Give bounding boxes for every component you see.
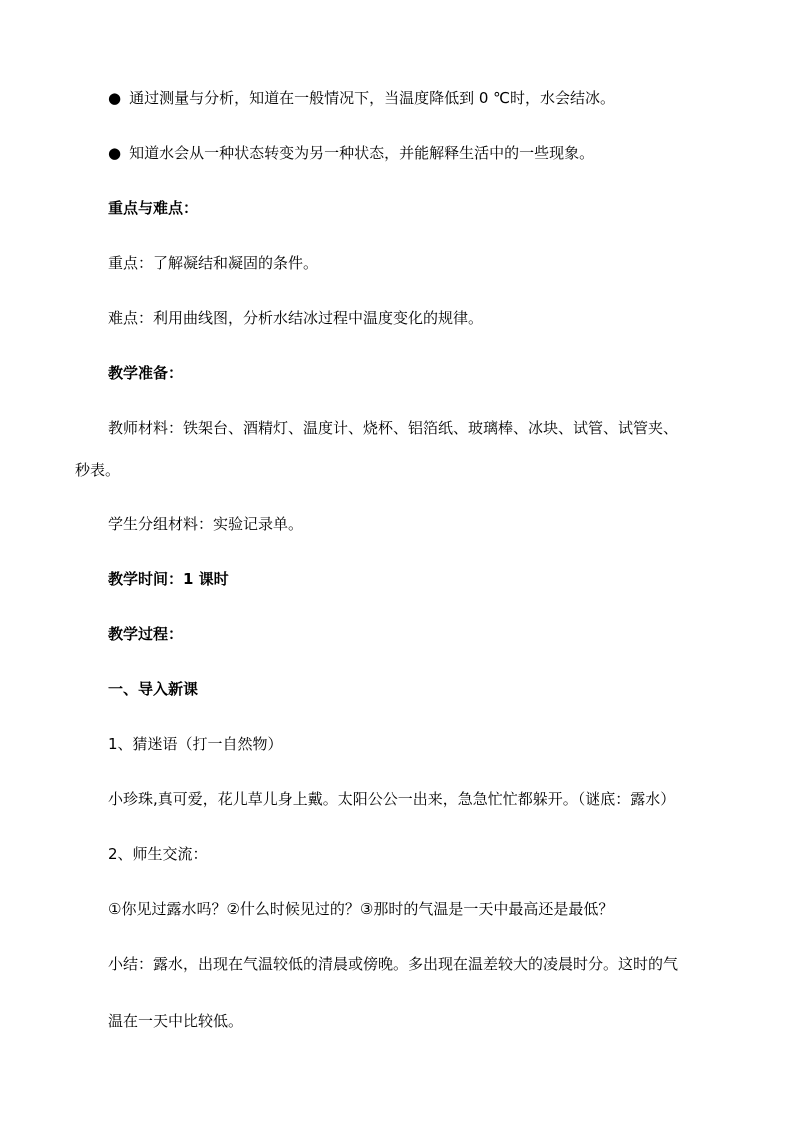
riddle-title: 1、猜迷语（打一自然物） — [108, 735, 283, 753]
difficulty-text: 难点：利用曲线图，分析水结冰过程中温度变化的规律。 — [108, 309, 484, 327]
exchange-title: 2、师生交流： — [108, 845, 208, 863]
student-materials: 学生分组材料：实验记录单。 — [108, 515, 304, 533]
teacher-materials-line1: 教师材料：铁架台、酒精灯、温度计、烧杯、铝箔纸、玻璃棒、冰块、试管、试管夹、 — [108, 419, 679, 437]
summary-line1: 小结：露水，出现在气温较低的清晨或傍晚。多出现在温差较大的凌晨时分。这时的气 — [108, 955, 679, 973]
preparation-heading: 教学准备： — [108, 364, 184, 382]
focus-text: 重点：了解凝结和凝固的条件。 — [108, 254, 319, 272]
teacher-materials-line2: 秒表。 — [75, 461, 121, 479]
process-heading: 教学过程： — [108, 625, 184, 643]
questions-text: ①你见过露水吗？②什么时候见过的？③那时的气温是一天中最高还是最低？ — [108, 900, 614, 918]
objective-item — [108, 88, 615, 108]
objective-text: 通过测量与分析，知道在一般情况下，当温度降低到 0 ℃时，水会结冰。 — [129, 89, 616, 107]
bullet-icon: ● — [108, 144, 122, 162]
summary-line2: 温在一天中比较低。 — [108, 1012, 244, 1030]
section-intro-heading: 一、导入新课 — [108, 680, 199, 698]
bullet-icon: ● — [108, 89, 122, 107]
key-points-heading: 重点与难点： — [108, 199, 199, 217]
objective-text: 知道水会从一种状态转变为另一种状态，并能解释生活中的一些现象。 — [129, 144, 595, 162]
riddle-text: 小珍珠,真可爱，花儿草儿身上戴。太阳公公一出来，急急忙忙都躲开。（谜底：露水） — [108, 790, 676, 808]
objective-item — [108, 143, 594, 163]
teaching-time: 教学时间：1 课时 — [108, 570, 229, 588]
